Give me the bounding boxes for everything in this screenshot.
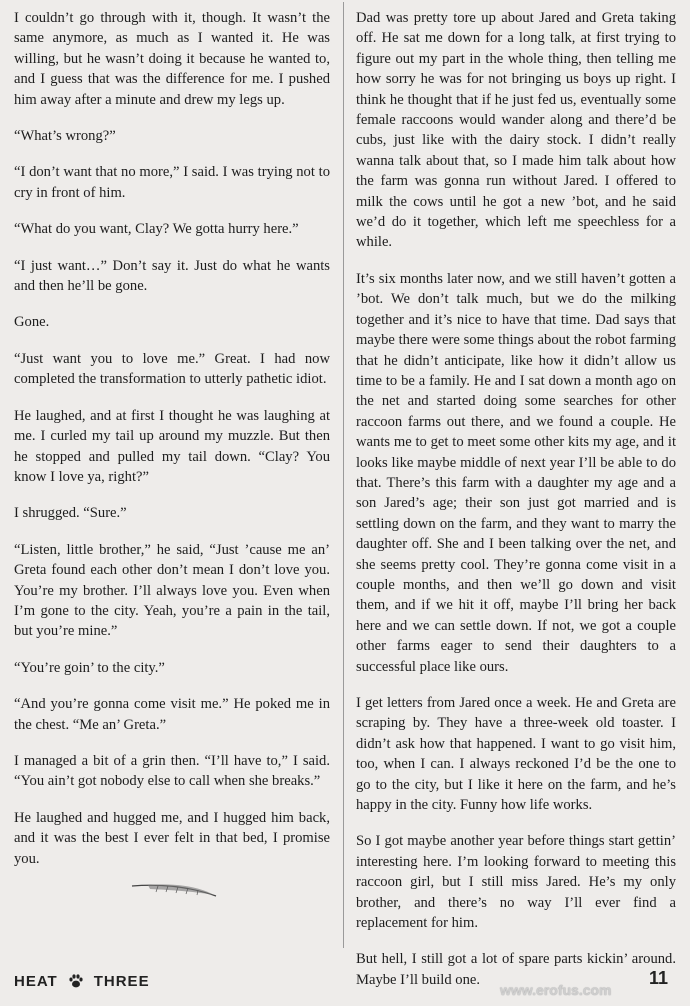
paragraph: I couldn’t go through with it, though. It wasn’t the same anymore, as much as I wanted it. He was willing, but he wasn’t doing it because he wanted to, and I guess that was the difference for me. I pushed him away after a minute and drew my legs up. — [14, 10, 330, 108]
paragraph: “Just want you to love me.” Great. I had now completed the transformation to utterly pathetic idiot. — [14, 350, 330, 388]
paragraph: “You’re goin’ to the city.” — [14, 659, 165, 676]
paragraph: Dad was pretty tore up about Jared and Greta taking off. He sat me down for a long talk, at first trying to figure out my part in the whole thing, then telling me how sorry he was for not bringing us boys up right. I think he thought that if he just fed us, eventually some female raccoons would wander along and there’d be cubs, just like with the dairy stock. I didn’t really wanna talk about that, so I made him talk about how the farm was gonna run without Jared. I offered to milk the cows until he got a new ’bot, and he said we’d do it together, which left me speechless for a while. — [356, 10, 676, 251]
left-text-column — [14, 8, 330, 885]
paragraph: He laughed, and at first I thought he was laughing at me. I curled my tail up around my muzzle. But then he stopped and pulled my tail down. “Clay? You know I love ya, right?” — [14, 407, 330, 485]
page-number: 11 — [648, 968, 668, 988]
paragraph: But hell, I still got a lot of spare parts kickin’ around. Maybe I’ll build one. — [356, 951, 676, 988]
watermark: www.erofus.com — [500, 982, 612, 998]
paragraph: He laughed and hugged me, and I hugged him back, and it was the best I ever felt in that bed, I promise you. — [14, 809, 330, 867]
paragraph: It’s six months later now, and we still haven’t gotten a ’bot. We don’t talk much, but we do the milking together and it’s nice to have that time. Dad says that maybe there were some things about the robot farming that he didn’t anticipate, like how it didn’t allow us time to be a family. He and I sat down a month ago on the net and started doing some searches for other raccoon farms out there, and we found a couple. He wants me to get to meet some other kits my age, and it looks like maybe middle of next year I’ll be able to do that. There’s this farm with a daughter my age and a son Jared’s age; their son just got married and is settling down on the farm, and they want to marry the daughter off. She and I been talking over the net, and she seems pretty cool. They’re gonna come visit in a couple months, and then we’ll go down and visit them, and if we hit it off, maybe I’ll bring her back here and we can settle down. If not, we got a couple other farms eager to send their daughters to a successful place like ours. — [356, 270, 676, 675]
paragraph: So I got maybe another year before things start gettin’ interesting here. I’m looking forward to meeting this raccoon girl, but I still miss Jared. He’s my only brother, and there’s no way I’ll ever find a replacement for him. — [356, 833, 676, 932]
paragraph: “What do you want, Clay? We gotta hurry here.” — [14, 221, 299, 238]
paragraph: Gone. — [14, 314, 50, 331]
quill-feather-icon — [128, 880, 220, 904]
paragraph: I get letters from Jared once a week. He and Greta are scraping by. They have a three-week old toaster. I didn’t ask how that happened. I want to go visit him, too, when I can. I always reckoned I’d be the one to go to the city, but I like it here on the farm, and he’s happy in the city. Funny how life works. — [356, 695, 676, 814]
paragraph: “Listen, little brother,” he said, “Just ’cause me an’ Greta found each other don’t mean I don’t love you. You’re my brother. I’ll always love you. Even when I’m gone to the city. Yeah, you’re a pain in the tail, but you’re mine.” — [14, 541, 330, 640]
footer-title-heat: HEAT — [14, 972, 58, 990]
paragraph: “I just want…” Don’t say it. Just do what he wants and then he’ll be gone. — [14, 257, 330, 295]
paragraph: I managed a bit of a grin then. “I’ll have to,” I said. “You ain’t got nobody else to call when she breaks.” — [14, 752, 330, 790]
right-text-column — [356, 8, 676, 1006]
paw-print-icon — [68, 973, 84, 989]
column-divider — [343, 2, 344, 948]
paragraph: “And you’re gonna come visit me.” He poked me in the chest. “Me an’ Greta.” — [14, 696, 330, 733]
paragraph: “What’s wrong?” — [14, 128, 116, 145]
footer-title-three: THREE — [93, 972, 150, 990]
paragraph: I shrugged. “Sure.” — [14, 505, 127, 522]
paragraph: “I don’t want that no more,” I said. I was trying not to cry in front of him. — [14, 164, 330, 201]
